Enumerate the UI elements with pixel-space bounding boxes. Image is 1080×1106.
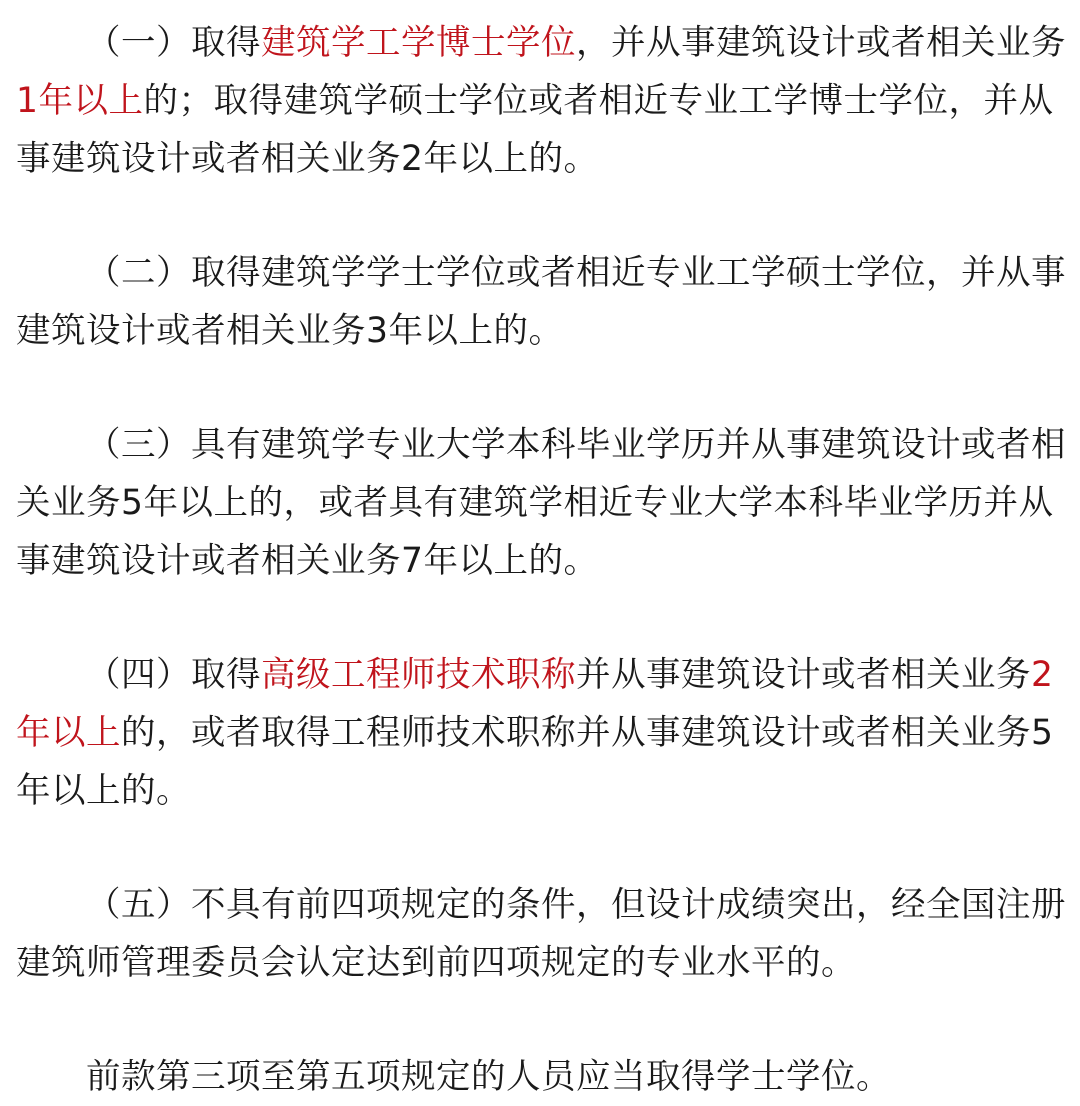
paragraph-1-text: ，并从事建筑设计或者相关业务 — [576, 23, 1066, 63]
highlight-one-year: 1年以上 — [16, 81, 144, 121]
paragraph-3-text: （三）具有建筑学专业大学本科毕业学历并从事建筑设计或者相关业务5年以上的，或者具有建筑学相近专业大学本科毕业学历并从事建筑设计或者相关业务7年以上的。 — [16, 425, 1066, 581]
paragraph-1-text: 的；取得建筑学硕士学位或者相近专业工学博士学位，并从事建筑设计或者相关业务2年以上的。 — [16, 81, 1054, 179]
paragraph-4-text: 的，或者取得工程师技术职称并从事建筑设计或者相关业务5年以上的。 — [16, 713, 1054, 811]
document-body — [16, 0, 1066, 1106]
paragraph-2-text: （二）取得建筑学学士学位或者相近专业工学硕士学位，并从事建筑设计或者相关业务3年以上的。 — [16, 253, 1066, 351]
paragraph-item-2 — [16, 244, 1066, 360]
paragraph-item-6 — [16, 1048, 1066, 1106]
paragraph-item-5 — [16, 876, 1066, 992]
paragraph-item-3 — [16, 416, 1066, 590]
paragraph-5-text: （五）不具有前四项规定的条件，但设计成绩突出，经全国注册建筑师管理委员会认定达到前四项规定的专业水平的。 — [16, 885, 1066, 983]
paragraph-4-text: 并从事建筑设计或者相关业务 — [576, 655, 1031, 695]
highlight-doctorate-degree: 建筑学工学博士学位 — [261, 23, 576, 63]
highlight-two-years: 2年以上 — [16, 655, 1054, 753]
paragraph-6-text: 前款第三项至第五项规定的人员应当取得学士学位。 — [86, 1057, 891, 1097]
paragraph-item-4 — [16, 646, 1066, 820]
paragraph-item-1 — [16, 0, 1066, 188]
paragraph-4-text: （四）取得 — [86, 655, 261, 695]
paragraph-1-text: （一）取得 — [86, 23, 261, 63]
highlight-senior-engineer-title: 高级工程师技术职称 — [261, 655, 576, 695]
